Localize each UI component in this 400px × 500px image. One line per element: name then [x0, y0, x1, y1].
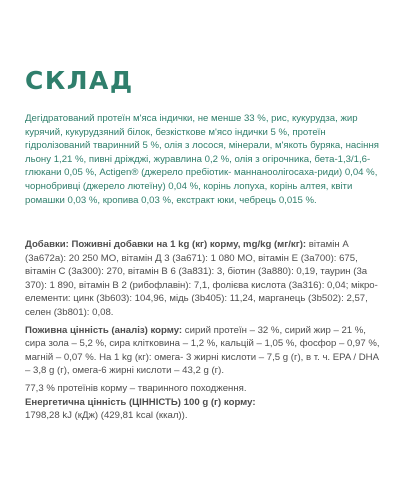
energy-paragraph — [25, 382, 381, 423]
nutrition-details — [25, 238, 381, 427]
nutrition-text: сирий протеїн – 32 %, сирий жир – 21 %, сира зола – 5,2 %, сира клітковина – 1,2 %, кальцій – 1,05 %, фосфор – 0,97 %, магній – 0,07 %. На 1 kg (кг): омега- 3 жирні кислоти – 7,5 g (г), в т. ч. EPA / DHA – 3,8 g (г), омега-6 жирні кислоти – 43,2 g (г). — [25, 324, 380, 377]
additives-text: вітамін А (3a672a): 20 250 МО, вітамін Д 3 (3a671): 1 080 МО, вітамін Е (3a700): 675, вітамін С (3a300): 270, вітамін В 6 (3a831): 3, біотин (3a880): 0,19, таурин (3a 370): 1 890, вітамін В 2 (рибофлавін): 7,1, фолієва кислота (3a316): 0,04; мікро-елементи: цинк (3b603): 104,96, мідь (3b405): 11,24, марганець (3b502): 2,57, селен (3b801): 0,08. — [25, 239, 378, 318]
energy-label: Енергетична цінність (ЦІННІСТЬ) 100 g (г) корму: — [25, 396, 256, 408]
page-title: СКЛАД — [25, 66, 134, 95]
nutrition-label: Поживна цінність (аналіз) корму: — [25, 324, 183, 336]
additives-paragraph — [25, 238, 381, 320]
nutrition-paragraph — [25, 324, 381, 378]
additives-label: Добавки: Поживні добавки на 1 kg (кг) корму, mg/kg (мг/кг): — [25, 239, 307, 250]
composition-text: Дегідратований протеїн м'яса індички, не менше 33 %, рис, кукурудза, жир курячий, кукурудзяний білок, безкісткове м'ясо індички 5 %, протеїн гідролізований тваринний 5 %, олія з лосося, мінерали, м'якоть буряка, насіння льону 1,21 %, пивні дріжджі, журавлина 0,2 %, олія з огірочника, бета-1,3/1,6-глюкани 0,05 %, Actigen® (джерело пребіотик- маннаноолігосаха-риди) 0,04 %, чорнобривці (джерело лютеїну) 0,04 %, корінь лопуха, корінь алтея, квіти ромашки 0,03 %, кропива 0,03 %, екстракт юки, чебрець 0,015 %. — [25, 113, 379, 206]
energy-value: 1798,28 kJ (кДж) (429,81 kcal (ккал)). — [25, 410, 188, 422]
protein-origin-text: 77,3 % протеїнів корму – тваринного походження. — [25, 382, 247, 394]
